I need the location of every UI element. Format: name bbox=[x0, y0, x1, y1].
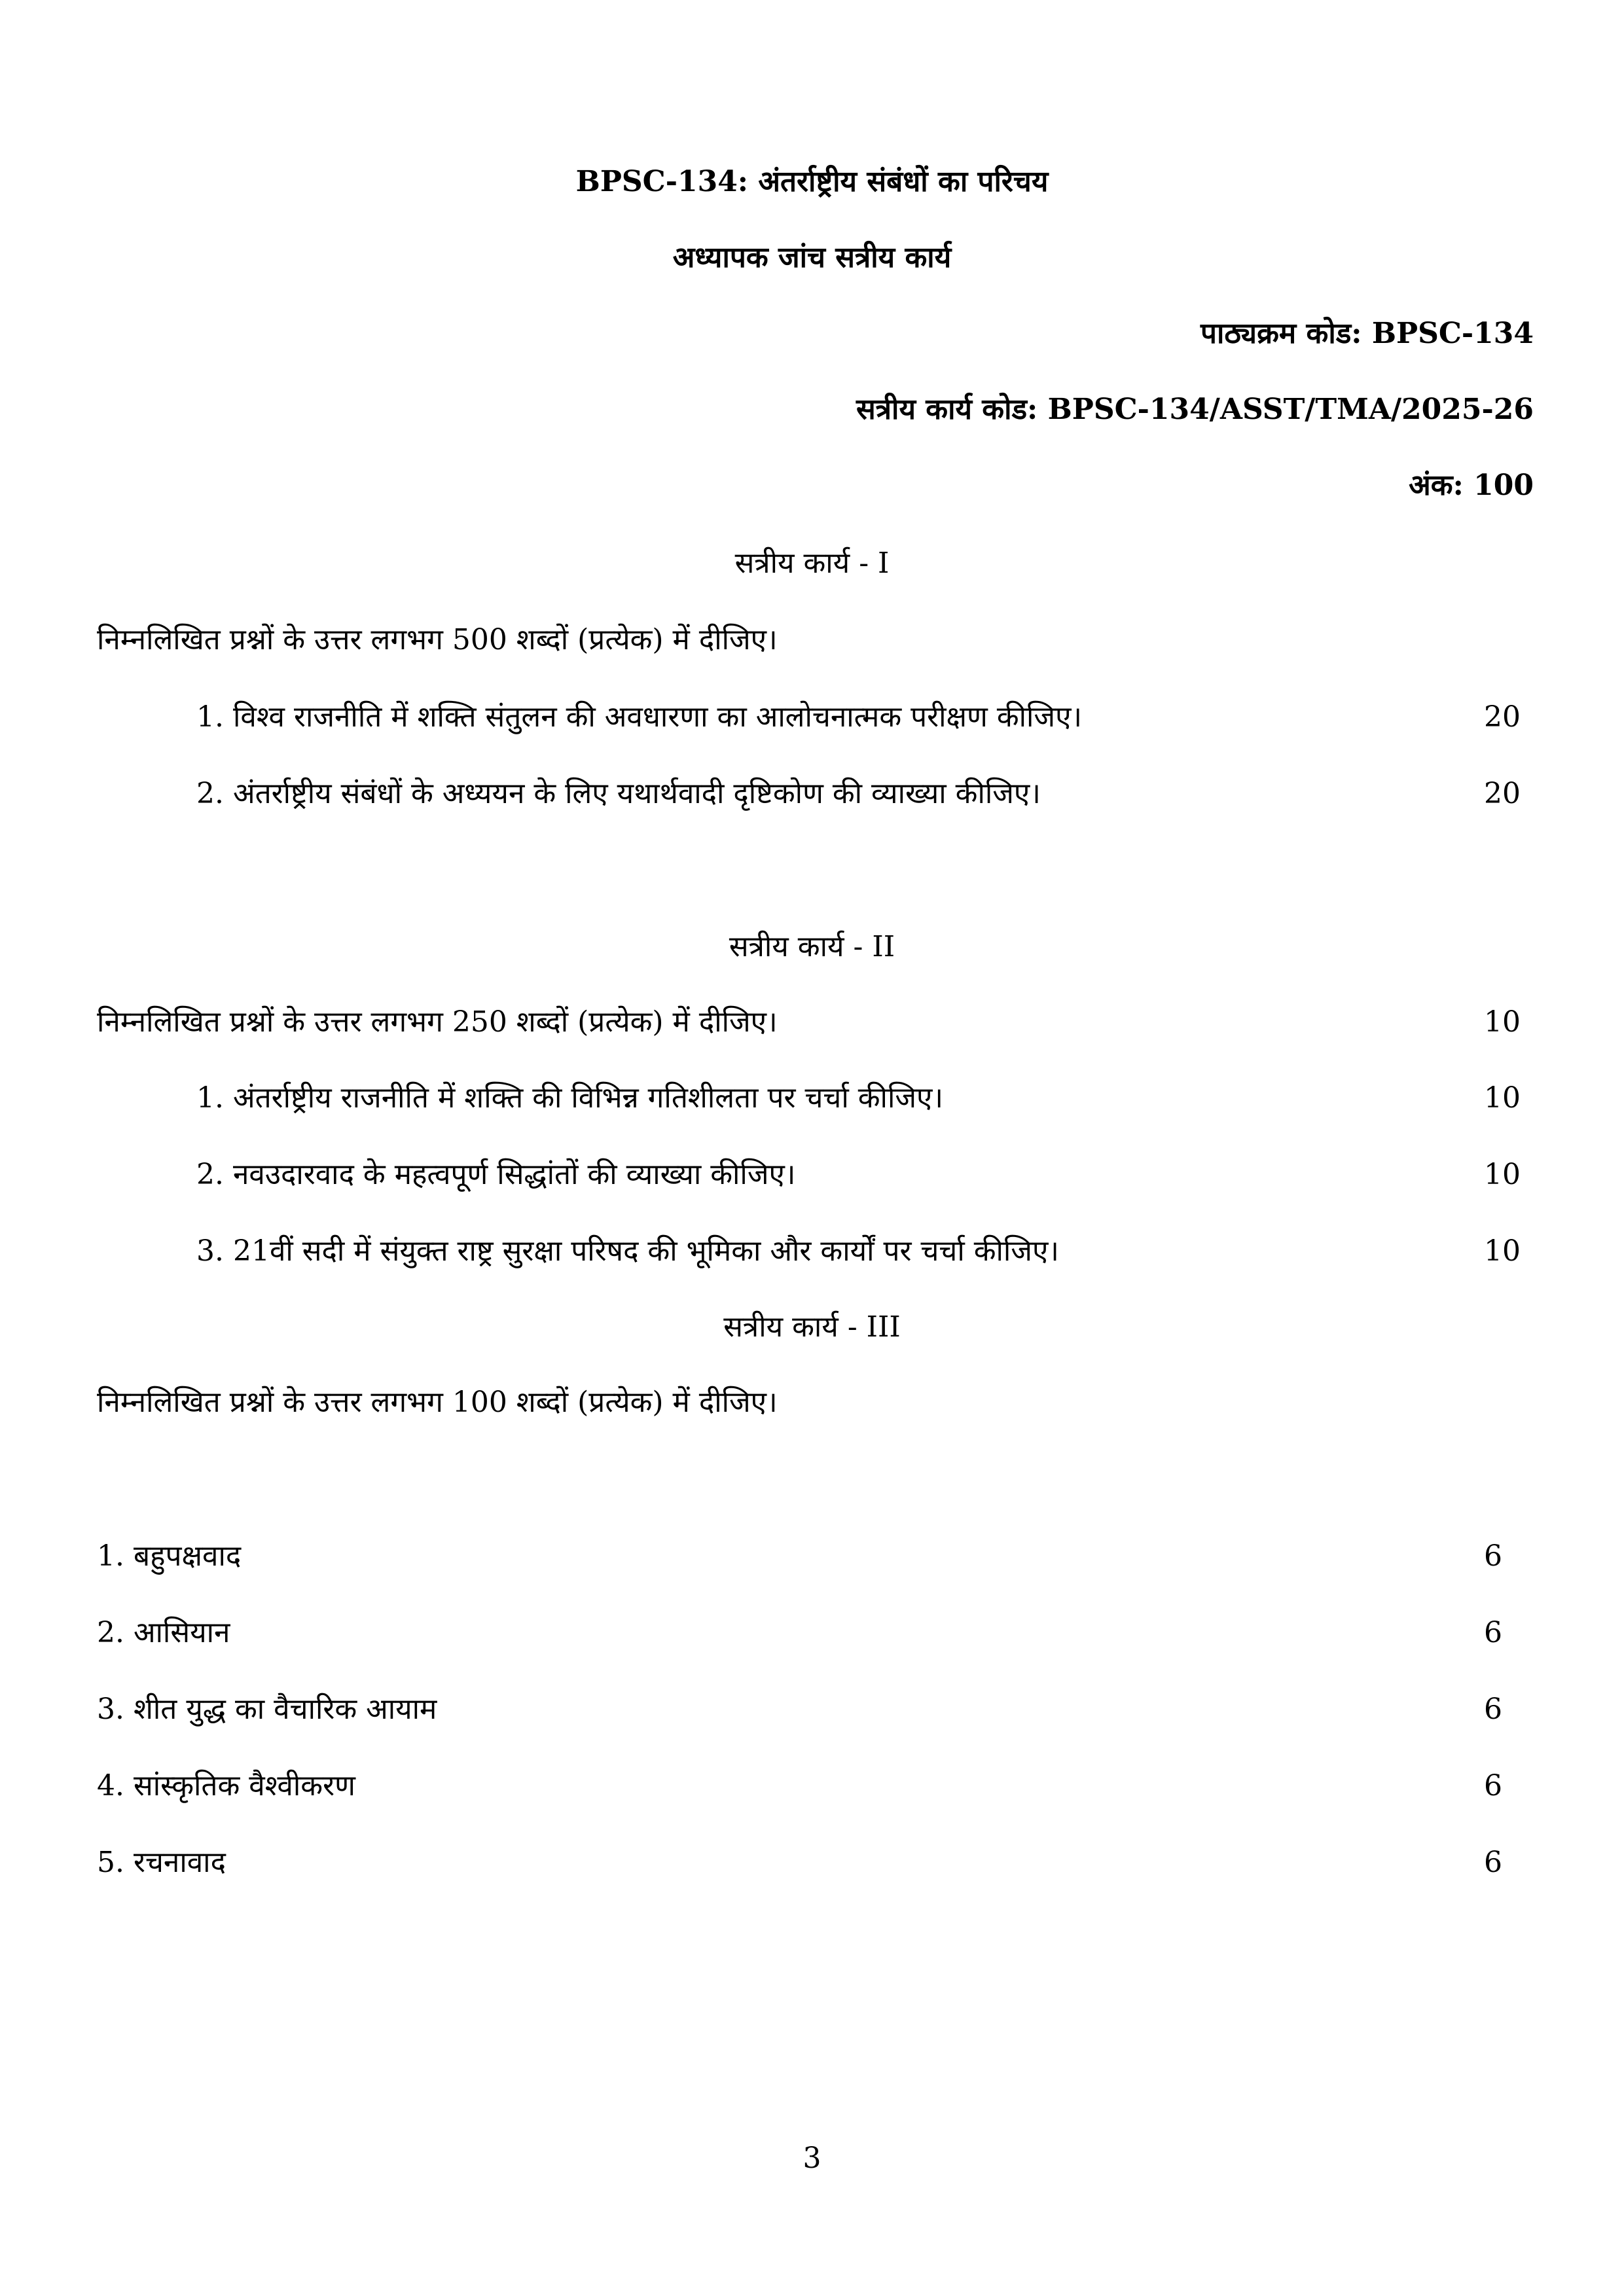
section-instruction-marks: 10 bbox=[1484, 1005, 1521, 1039]
question-marks: 6 bbox=[1484, 1693, 1502, 1726]
document-title: BPSC-134: अंतर्राष्ट्रीय संबंधों का परिचय bbox=[575, 165, 1049, 198]
page-number: 3 bbox=[803, 2142, 821, 2175]
section-heading: सत्रीय कार्य - II bbox=[729, 930, 895, 963]
section-heading: सत्रीय कार्य - I bbox=[734, 547, 890, 580]
section-instruction: निम्नलिखित प्रश्नों के उत्तर लगभग 100 शब्दों (प्रत्येक) में दीजिए। bbox=[97, 1386, 778, 1419]
question-marks: 6 bbox=[1484, 1616, 1502, 1649]
total-marks: अंक: 100 bbox=[1409, 469, 1534, 502]
question-marks: 20 bbox=[1484, 777, 1521, 810]
assignment-code: सत्रीय कार्य कोड: BPSC-134/ASST/TMA/2025-26 bbox=[856, 393, 1534, 426]
section-heading: सत्रीय कार्य - III bbox=[723, 1310, 901, 1344]
question-text: 3. शीत युद्ध का वैचारिक आयाम bbox=[97, 1693, 437, 1726]
question-text: 2. आसियान bbox=[97, 1616, 230, 1649]
question-marks: 6 bbox=[1484, 1769, 1502, 1803]
question-text: 1. बहुपक्षवाद bbox=[97, 1539, 242, 1573]
question-marks: 10 bbox=[1484, 1158, 1521, 1191]
question-text: 1. विश्व राजनीति में शक्ति संतुलन की अवधारणा का आलोचनात्मक परीक्षण कीजिए। bbox=[196, 700, 1083, 734]
question-marks: 20 bbox=[1484, 700, 1521, 734]
question-text: 3. 21वीं सदी में संयुक्त राष्ट्र सुरक्षा परिषद की भूमिका और कार्यों पर चर्चा कीजिए। bbox=[196, 1234, 1059, 1268]
question-text: 2. अंतर्राष्ट्रीय संबंधों के अध्ययन के लिए यथार्थवादी दृष्टिकोण की व्याख्या कीजिए। bbox=[196, 777, 1041, 810]
question-text: 2. नवउदारवाद के महत्वपूर्ण सिद्धांतों की व्याख्या कीजिए। bbox=[196, 1158, 796, 1191]
document-subtitle: अध्यापक जांच सत्रीय कार्य bbox=[672, 241, 952, 274]
course-code: पाठ्यक्रम कोड: BPSC-134 bbox=[1200, 317, 1534, 350]
section-instruction: निम्नलिखित प्रश्नों के उत्तर लगभग 250 शब्दों (प्रत्येक) में दीजिए। bbox=[97, 1005, 778, 1039]
question-marks: 10 bbox=[1484, 1081, 1521, 1115]
question-marks: 6 bbox=[1484, 1846, 1502, 1879]
question-marks: 6 bbox=[1484, 1539, 1502, 1573]
question-text: 4. सांस्कृतिक वैश्वीकरण bbox=[97, 1769, 355, 1803]
question-text: 1. अंतर्राष्ट्रीय राजनीति में शक्ति की विभिन्न गतिशीलता पर चर्चा कीजिए। bbox=[196, 1081, 943, 1115]
question-marks: 10 bbox=[1484, 1234, 1521, 1268]
question-text: 5. रचनावाद bbox=[97, 1846, 226, 1879]
section-instruction: निम्नलिखित प्रश्नों के उत्तर लगभग 500 शब्दों (प्रत्येक) में दीजिए। bbox=[97, 623, 778, 656]
